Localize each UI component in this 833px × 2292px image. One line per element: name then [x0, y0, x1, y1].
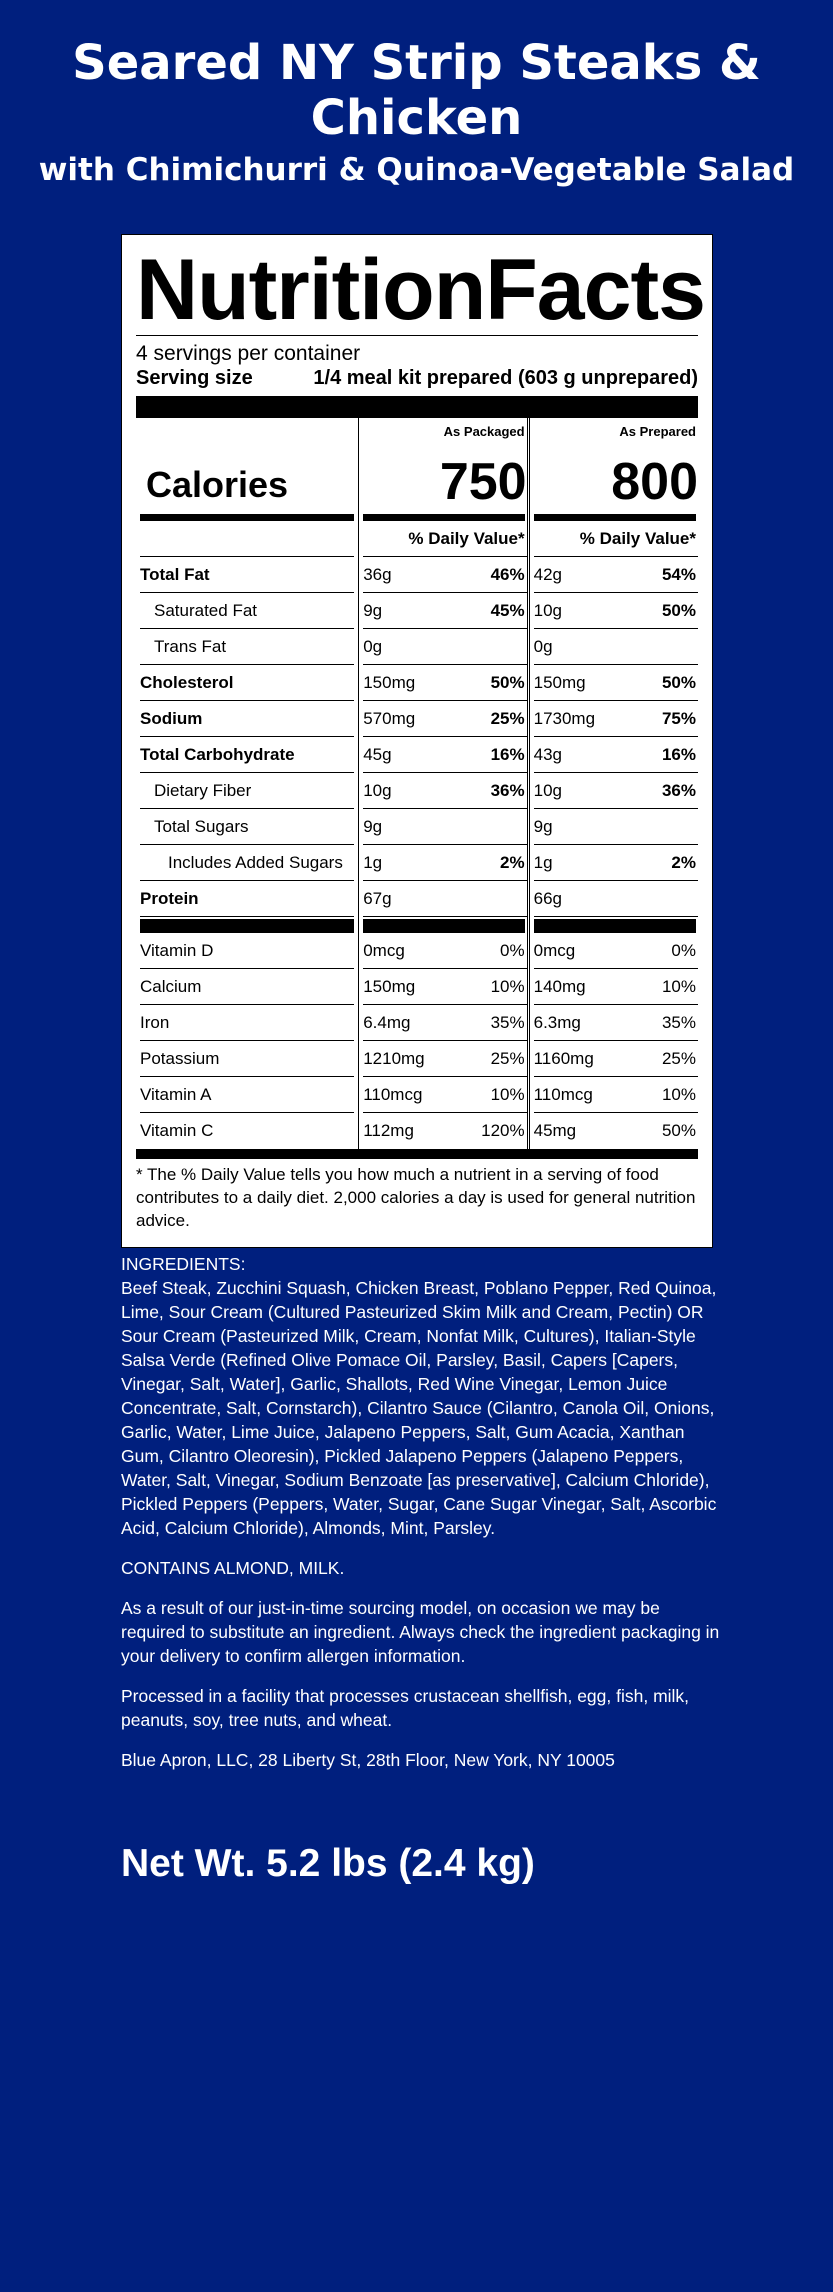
nutrient-row — [140, 809, 354, 845]
nutrient-daily-value: 2% — [671, 852, 696, 872]
nutrient-value-row — [534, 881, 698, 917]
vitamin-row — [140, 1005, 354, 1041]
nutrient-daily-value: 120% — [481, 1121, 525, 1140]
nutrient-daily-value: 50% — [661, 600, 696, 620]
nutrient-daily-value: 45% — [490, 600, 525, 620]
nutrient-value-row — [534, 629, 698, 665]
nutrient-daily-value: 54% — [661, 564, 696, 584]
vitamin-row — [140, 1113, 354, 1149]
nutrient-value-row — [534, 665, 698, 701]
nutrient-amount: 9g — [363, 600, 383, 620]
nutrient-name: Saturated Fat — [154, 600, 258, 620]
vitamin-name: Vitamin A — [140, 1084, 212, 1104]
ingredients-list: Beef Steak, Zucchini Squash, Chicken Breast, Poblano Pepper, Red Quinoa, Lime, Sour Cream (Cultured Pasteurized Skim Milk and Cream, Pectin) OR Sour Cream (Pasteurized Milk, Cream, Nonfat Milk, Cultures), Italian-Style Salsa Verde (Refined Olive Pomace Oil, Parsley, Basil, Capers [Capers, Vinegar, Salt, Water], Garlic, Shallots, Red Wine Vinegar, Lemon Juice Concentrate, Salt, Cornstarch), Cilantro Sauce (Cilantro, Canola Oil, Onions, Garlic, Water, Lime Juice, Jalapeno Peppers, Salt, Gum Acacia, Xanthan Gum, Cilantro Oleoresin), Pickled Jalapeno Peppers (Jalapeno Peppers, Water, Salt, Vinegar, Sodium Benzoate [as preservative], Calcium Chloride), Pickled Peppers (Peppers, Water, Sugar, Cane Sugar Vinegar, Salt, Ascorbic Acid, Calcium Chloride), Almonds, Mint, Parsley. — [121, 1278, 717, 1538]
nutrient-amount: 150mg — [533, 672, 586, 692]
nutrition-facts-title — [136, 242, 705, 338]
allergen-statement: CONTAINS ALMOND, MILK. — [121, 1558, 345, 1578]
nutrient-daily-value: 50% — [490, 672, 525, 692]
nutrient-amount: 1g — [533, 852, 553, 872]
nutrient-amount: 10g — [363, 780, 392, 800]
vitamin-row — [140, 933, 354, 969]
ingredients-heading: INGREDIENTS: — [121, 1254, 246, 1274]
recipe-subtitle: with Chimichurri & Quinoa-Vegetable Salad — [38, 152, 795, 188]
nutrient-amount: 570mg — [363, 708, 416, 728]
nutrient-amount: 110mcg — [363, 1084, 423, 1104]
daily-value-footnote: * The % Daily Value tells you how much a nutrient in a serving of food contributes to a daily diet. 2,000 calories a day is used for general nutrition advice. — [136, 1165, 696, 1230]
nutrient-value-row — [534, 701, 698, 737]
nutrient-value-row — [534, 773, 698, 809]
nutrient-daily-value: 35% — [490, 1012, 525, 1032]
nutrient-amount: 0mcg — [533, 940, 576, 960]
nutrient-value-row — [363, 1041, 526, 1077]
net-weight: Net Wt. 5.2 lbs (2.4 kg) — [121, 1842, 535, 1885]
nutrition-facts-label — [121, 234, 713, 1248]
calories-header — [140, 418, 354, 514]
nutrient-value-row — [363, 1077, 526, 1113]
vitamin-divider — [363, 919, 524, 933]
serving-size — [136, 366, 698, 390]
nutrient-value-row — [363, 933, 526, 969]
nutrient-row — [140, 845, 354, 881]
title-area — [0, 0, 833, 190]
nutrient-daily-value: 0% — [500, 940, 525, 960]
nutrient-value-row — [363, 665, 526, 701]
nutrient-daily-value: 36% — [490, 780, 525, 800]
nutrient-value-row — [363, 881, 526, 917]
nutrient-amount: 140mg — [533, 976, 586, 996]
dv-header: % Daily Value* — [534, 521, 698, 557]
vitamin-row — [140, 1041, 354, 1077]
footer-divider — [136, 1149, 698, 1159]
nutrient-daily-value: 16% — [661, 744, 696, 764]
servings-per-container: 4 servings per container — [136, 342, 361, 365]
nutrient-value-row — [534, 1005, 698, 1041]
vitamin-name: Iron — [140, 1012, 170, 1032]
nutrient-row — [140, 737, 354, 773]
vitamin-divider — [140, 919, 354, 933]
nutrient-value-row — [363, 557, 526, 593]
nutrient-name: Dietary Fiber — [154, 780, 252, 800]
nutrient-amount: 6.4mg — [363, 1012, 411, 1032]
nutrient-daily-value: 75% — [661, 708, 696, 728]
nutrient-daily-value: 10% — [661, 1084, 696, 1104]
nutrient-value-row — [534, 593, 698, 629]
nutrient-name: Total Fat — [140, 564, 210, 584]
nutrient-amount: 0g — [533, 636, 553, 656]
nutrient-amount: 1160mg — [533, 1048, 594, 1068]
calories-label: Calories — [146, 464, 289, 505]
vitamin-row — [140, 969, 354, 1005]
nutrient-value-row — [534, 809, 698, 845]
nutrient-value-row — [363, 1113, 526, 1149]
nutrient-daily-value: 25% — [490, 1048, 525, 1068]
nutrient-value-row — [363, 1005, 526, 1041]
nutrient-amount: 1g — [363, 852, 383, 872]
nutrition-facts-title-left: Nutrition — [136, 242, 486, 338]
nutrient-daily-value: 10% — [490, 976, 525, 996]
nutrient-amount: 6.3mg — [533, 1012, 581, 1032]
nutrient-row — [140, 881, 354, 917]
nutrient-amount: 150mg — [363, 976, 416, 996]
nutrient-value-row — [534, 737, 698, 773]
nutrient-name: Sodium — [140, 708, 203, 728]
nutrient-row — [140, 629, 354, 665]
serving-size-value: 1/4 meal kit prepared (603 g unprepared) — [313, 367, 698, 389]
nutrient-daily-value: 10% — [490, 1084, 525, 1104]
nutrient-name: Includes Added Sugars — [168, 852, 343, 872]
nutrient-daily-value: 25% — [490, 708, 525, 728]
nutrient-value-row — [363, 845, 526, 881]
nutrient-amount: 1210mg — [363, 1048, 425, 1068]
nutrient-amount: 1730mg — [533, 708, 596, 728]
nutrient-name: Total Carbohydrate — [140, 744, 295, 764]
calories-divider — [363, 514, 524, 521]
nutrient-amount: 45mg — [533, 1121, 577, 1140]
vitamin-name: Vitamin C — [140, 1121, 214, 1140]
serving-size-label: Serving size — [136, 367, 253, 389]
nutrient-amount: 42g — [533, 564, 562, 584]
nutrient-name: Cholesterol — [140, 672, 234, 692]
nutrient-row — [140, 557, 354, 593]
nutrient-value-row — [534, 845, 698, 881]
nutrient-value-row — [534, 969, 698, 1005]
thick-divider — [136, 396, 698, 418]
nutrient-row — [140, 701, 354, 737]
nutrient-grid — [136, 418, 698, 1149]
ingredients-paragraph — [121, 1252, 721, 1540]
as-prepared-column — [527, 418, 698, 1149]
nutrient-name: Trans Fat — [154, 636, 227, 656]
recipe-title: Seared NY Strip Steaks & Chicken — [72, 35, 761, 146]
nutrient-value-row — [534, 933, 698, 969]
nutrient-daily-value: 36% — [661, 780, 696, 800]
nutrient-value-row — [363, 737, 526, 773]
nutrient-value-row — [363, 809, 526, 845]
as-packaged-header — [363, 418, 526, 514]
nutrient-value-row — [363, 593, 526, 629]
nutrient-daily-value: 35% — [661, 1012, 696, 1032]
nutrient-value-row — [534, 557, 698, 593]
nutrient-amount: 9g — [533, 816, 553, 836]
as-packaged-column — [358, 418, 526, 1149]
nutrient-daily-value: 2% — [500, 852, 525, 872]
nutrient-name: Total Sugars — [154, 816, 249, 836]
nutrition-facts-title-right: Facts — [485, 242, 705, 338]
nutrient-daily-value: 25% — [661, 1048, 696, 1068]
facility-statement: Processed in a facility that processes crustacean shellfish, egg, fish, milk, peanuts, soy, tree nuts, and wheat. — [121, 1686, 690, 1730]
nutrient-amount: 10g — [533, 780, 562, 800]
nutrient-row — [140, 593, 354, 629]
nutrient-value-row — [363, 969, 526, 1005]
nutrient-name-column — [136, 418, 358, 1149]
substitution-notice: As a result of our just-in-time sourcing model, on occasion we may be required to substitute an ingredient. Always check the ingredient packaging in your delivery to confirm allergen information. — [121, 1598, 720, 1666]
ingredients-section — [121, 1252, 721, 1788]
nutrient-amount: 36g — [363, 564, 392, 584]
nutrient-amount: 150mg — [363, 672, 416, 692]
calories-divider — [534, 514, 696, 521]
vitamin-name: Vitamin D — [140, 940, 214, 960]
nutrient-daily-value: 10% — [661, 976, 696, 996]
calories-divider — [140, 514, 354, 521]
nutrient-amount: 66g — [533, 888, 562, 908]
nutrient-row — [140, 773, 354, 809]
nutrient-value-row — [534, 1113, 698, 1149]
nutrient-value-row — [363, 629, 526, 665]
nutrient-amount: 45g — [363, 744, 392, 764]
nutrient-row — [140, 665, 354, 701]
vitamin-divider — [534, 919, 696, 933]
nutrient-value-row — [363, 773, 526, 809]
dv-header: % Daily Value* — [363, 521, 526, 557]
nutrient-daily-value: 50% — [661, 672, 696, 692]
company-address: Blue Apron, LLC, 28 Liberty St, 28th Floor, New York, NY 10005 — [121, 1750, 615, 1770]
as-prepared-label: As Prepared — [619, 424, 696, 439]
as-prepared-calories: 800 — [611, 453, 698, 511]
dv-header-spacer — [140, 521, 354, 557]
nutrient-amount: 67g — [363, 888, 392, 908]
vitamin-name: Potassium — [140, 1048, 220, 1068]
nutrient-daily-value: 46% — [490, 564, 525, 584]
nutrient-amount: 10g — [533, 600, 562, 620]
nutrient-amount: 9g — [363, 816, 383, 836]
nutrient-value-row — [534, 1077, 698, 1113]
nutrient-value-row — [534, 1041, 698, 1077]
vitamin-row — [140, 1077, 354, 1113]
vitamin-name: Calcium — [140, 976, 202, 996]
nutrient-value-row — [363, 701, 526, 737]
nutrient-name: Protein — [140, 888, 199, 908]
nutrient-amount: 43g — [533, 744, 562, 764]
nutrient-daily-value: 50% — [661, 1121, 696, 1140]
as-prepared-header — [534, 418, 698, 514]
as-packaged-label: As Packaged — [443, 424, 525, 439]
nutrient-amount: 112mg — [363, 1121, 414, 1140]
nutrient-daily-value: 16% — [490, 744, 525, 764]
nutrient-daily-value: 0% — [671, 940, 696, 960]
nutrient-amount: 0mcg — [363, 940, 405, 960]
nutrient-amount: 0g — [363, 636, 383, 656]
nutrient-amount: 110mcg — [533, 1084, 593, 1104]
as-packaged-calories: 750 — [439, 453, 527, 511]
